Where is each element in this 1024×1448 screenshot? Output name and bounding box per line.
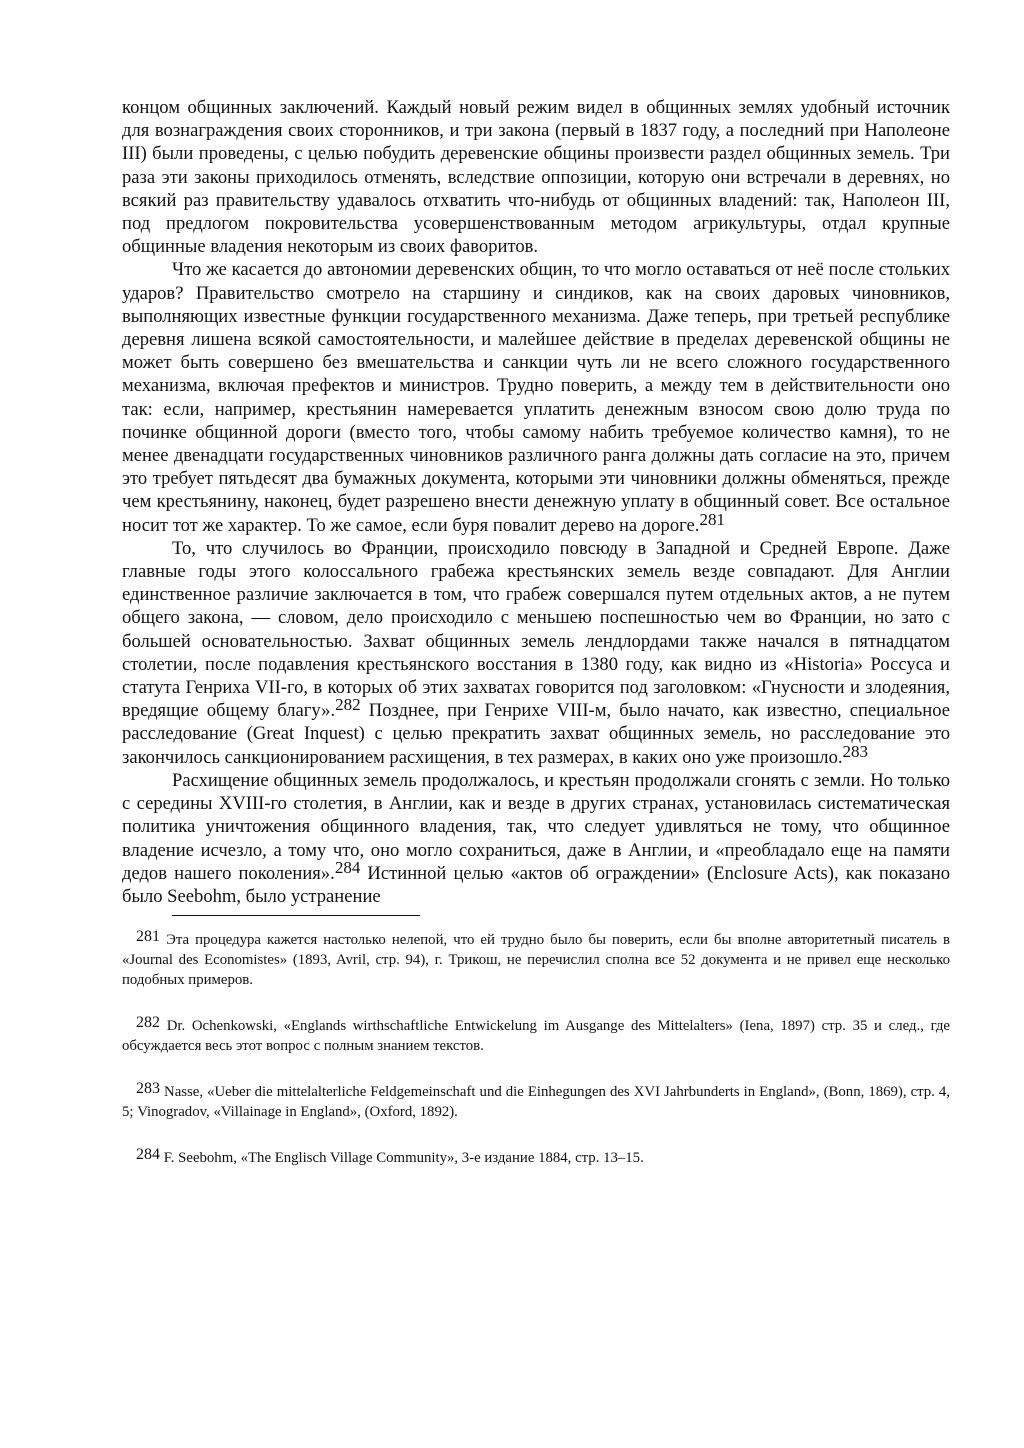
paragraph xyxy=(122,258,950,536)
paragraph-text-continued: Позднее, при Генрихе VIII-м, было начато, как известно, специальное расследование (Great Inquest) с целью прекратить захват общинных земель, но расследование это закончилось санкционированием расхищения, в тех размерах, в каких оно уже произошло. xyxy=(122,700,950,768)
footnote-ref-282[interactable]: 282 xyxy=(335,695,361,715)
footnote-281 xyxy=(122,930,950,990)
footnote-282 xyxy=(122,1016,950,1056)
paragraph-text: То, что случилось во Франции, происходило повсюду в Западной и Средней Европе. Даже главные годы этого колоссального грабежа крестьянских земель везде совпадают. Для Англии единственное различие заключается в том, что грабеж совершался путем отдельных актов, а не путем общего закона, — словом, дело происходило с меньшею поспешностью чем во Франции, но зато с большей основательностью. Захват общинных земель лендлордами также начался в пятнадцатом столетии, после подавления крестьянского восстания в 1380 году, как видно из «Historia» Россуса и статута Генриха VII-го, в которых об этих захватах говорится под заголовком: «Гнусности и злодеяния, вредящие общему благу». xyxy=(122,537,950,722)
footnote-text: Эта процедура кажется настолько нелепой, что ей трудно было бы поверить, если бы вполне авторитетный писатель в «Journal des Economistes» (1893, Avril, стр. 94), г. Трикош, не перечислил сполна все 52 документа и не привел еще несколько подобных примеров. xyxy=(122,932,950,989)
footnote-number: 284 xyxy=(136,1146,160,1164)
paragraph-text: Расхищение общинных земель продолжалось, и крестьян продолжали сгонять с земли. Но только с середины XVIII-го столетия, в Англии, как и везде в других странах, установилась систематическая политика уничтожения общинного владения, так, что следует удивляться не тому, что общинное владение исчезло, а тому что, оно могло сохраниться, даже в Англии, и «преобладало еще на памяти дедов нашего поколения». xyxy=(122,769,950,884)
body-text xyxy=(122,96,950,908)
footnote-ref-281[interactable]: 281 xyxy=(699,509,725,529)
footnote-number: 282 xyxy=(136,1014,160,1032)
footnotes xyxy=(122,930,950,1168)
footnote-ref-283[interactable]: 283 xyxy=(842,741,869,761)
paragraph-text: Что же касается до автономии деревенских общин, то что могло оставаться от неё после стольких ударов? Правительство смотрело на старшину и синдиков, как на своих даровых чиновников, выполняющих известные функции государственного механизма. Даже теперь, при третьей республике деревня лишена всякой самостоятельности, и малейшее действие в пределах деревенской общины не может быть совершено без вмешательства и санкции чуть ли не всего сложного государственного механизма, включая префектов и министров. Трудно поверить, а между тем в действительности оно так: если, например, крестьянин намеревается уплатить денежным взносом свою долю труда по починке общинной дороги (вместо того, чтобы самому набить требуемое количество камня), то не менее двенадцати государственных чиновников различного ранга должны дать согласие на это, причем это требует пятьдесят два бумажных документа, которыми эти чиновники должны обменяться, прежде чем крестьянину, наконец, будет разрешено внести денежную уплату в общинный совет. Все остальное носит тот же характер. То же самое, если буря повалит дерево на дороге. xyxy=(122,259,950,536)
footnote-number: 283 xyxy=(136,1080,160,1098)
footnote-283 xyxy=(122,1082,950,1122)
footnote-separator xyxy=(172,915,420,916)
footnote-text: Dr. Ochenkowski, «Englands wirthschaftliche Entwickelung im Ausgange des Mittelalters» (Iena, 1897) стр. 35 и след., где обсуждается весь этот вопрос с полным знанием текстов. xyxy=(122,1018,951,1055)
paragraph-text: концом общинных заключений. Каждый новый режим видел в общинных землях удобный источник для вознаграждения своих сторонников, и три закона (первый в 1837 году, а последний при Наполеоне III) были проведены, с целью побудить деревенские общины произвести раздел общинных земель. Три раза эти законы приходилось отменять, вследствие оппозиции, которую они встречали в деревнях, но всякий раз правительству удавалось отхватить что-нибудь от общинных владений: так, Наполеон III, под предлогом покровительства усовершенствованным методом агрикультуры, отдал крупные общинные владения некоторым из своих фаворитов. xyxy=(122,97,950,258)
footnote-number: 281 xyxy=(136,928,160,946)
paragraph xyxy=(122,769,950,908)
document-page xyxy=(122,96,950,1194)
paragraph-text-continued: Истинной целью «актов об ограждении» (Enclosure Acts), как показано было Seebohm, было устранение xyxy=(122,862,950,907)
footnote-ref-284[interactable]: 284 xyxy=(334,857,361,877)
footnote-text: F. Seebohm, «The Englisch Village Community», 3-е издание 1884, стр. 13–15. xyxy=(163,1150,644,1167)
footnote-284 xyxy=(122,1148,950,1168)
footnote-text: Nasse, «Ueber die mittelalterliche Feldgemeinschaft und die Einhegungen des XVI Jahrbunderts in England», (Bonn, 1869), стр. 4, 5; Vinogradov, «Villainage in England», (Oxford, 1892). xyxy=(122,1084,950,1121)
paragraph xyxy=(122,537,950,769)
paragraph xyxy=(122,96,950,258)
